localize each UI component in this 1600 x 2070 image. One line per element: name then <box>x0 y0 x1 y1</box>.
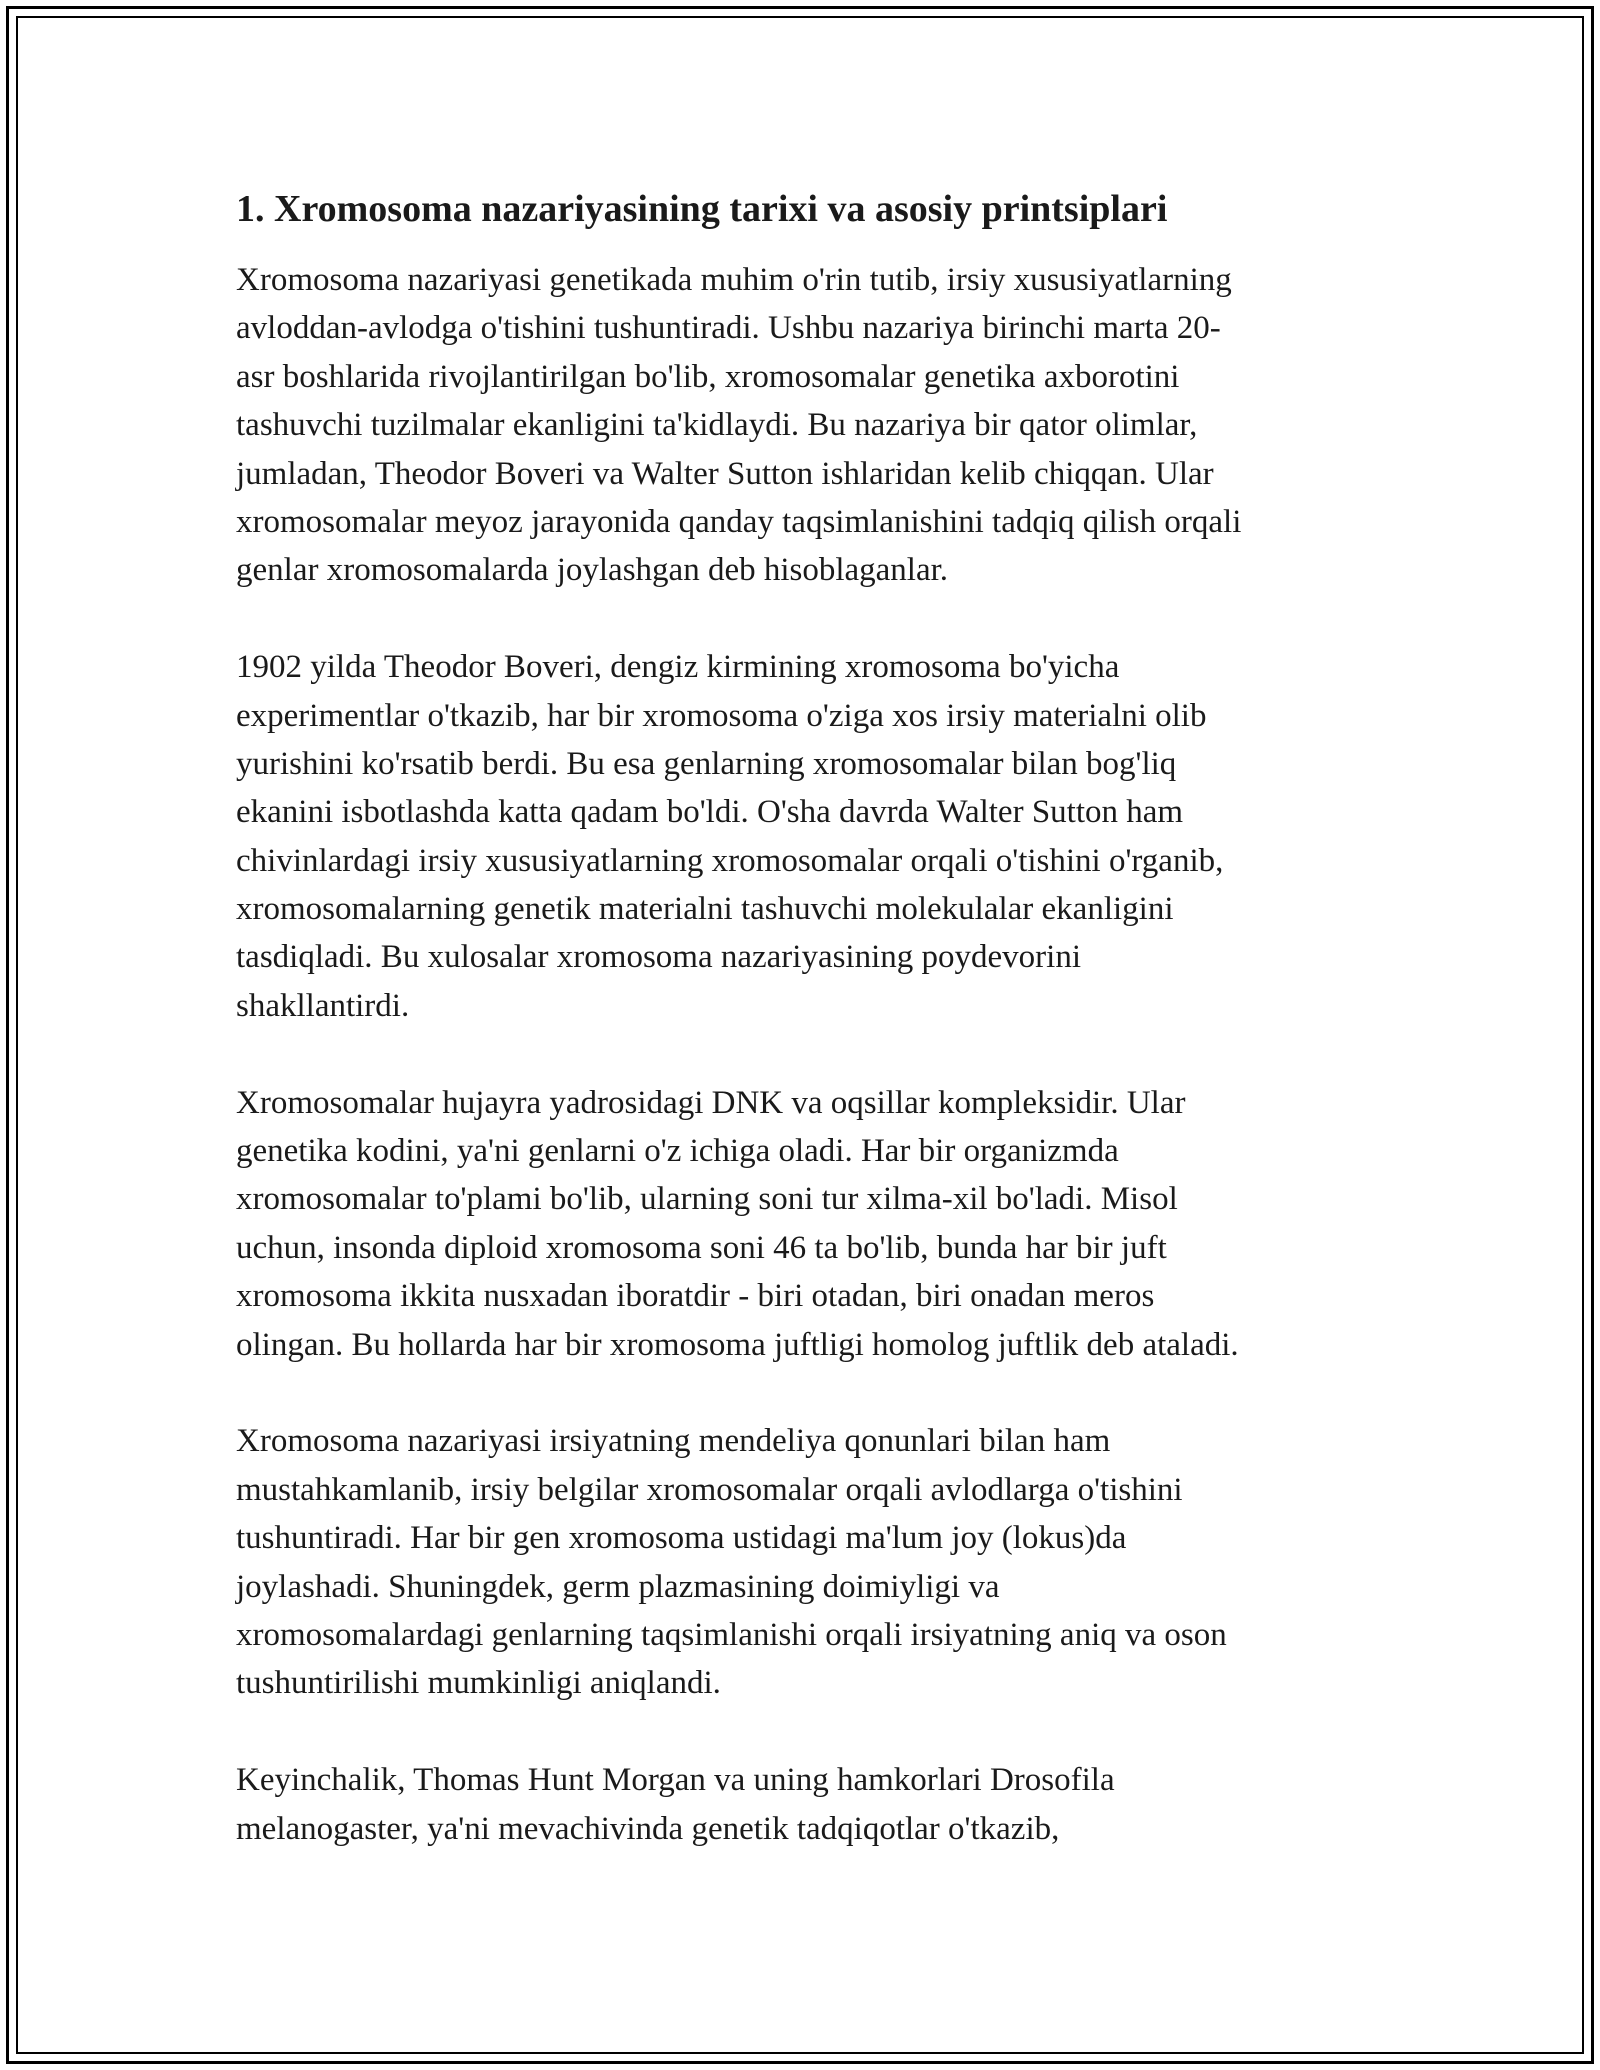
paragraph-line: tasdiqladi. Bu xulosalar xromosoma nazariyasining poydevorini <box>236 939 1081 976</box>
paragraph-line: ekanini isbotlashda katta qadam bo'ldi. O'sha davrda Walter Sutton ham <box>236 794 1184 831</box>
paragraph-line: jumladan, Theodor Boveri va Walter Sutton ishlaridan kelib chiqqan. Ular <box>236 455 1214 492</box>
paragraph-line: xromosomalar to'plami bo'lib, ularning soni tur xilma-xil bo'ladi. Misol <box>236 1181 1178 1218</box>
section-title: 1. Xromosoma nazariyasining tarixi va asosiy printsiplari <box>236 188 1168 230</box>
paragraph-line: tushuntiradi. Har bir gen xromosoma ustidagi ma'lum joy (lokus)da <box>236 1520 1127 1557</box>
paragraph-line: genlar xromosomalarda joylashgan deb hisoblaganlar. <box>236 552 949 589</box>
paragraph-5 <box>236 1756 1376 1853</box>
paragraph-line: asr boshlarida rivojlantirilgan bo'lib, xromosomalar genetika axborotini <box>236 358 1180 395</box>
paragraph-line: Xromosomalar hujayra yadrosidagi DNK va oqsillar kompleksidir. Ular <box>236 1084 1186 1121</box>
paragraph-line: olingan. Bu hollarda har bir xromosoma juftligi homolog juftlik deb ataladi. <box>236 1326 1239 1363</box>
paragraph-line: xromosomalarning genetik materialni tashuvchi molekulalar ekanligini <box>236 891 1174 928</box>
paragraph-line: xromosoma ikkita nusxadan iboratdir - biri otadan, biri onadan meros <box>236 1278 1155 1315</box>
paragraph-line: chivinlardagi irsiy xususiyatlarning xromosomalar orqali o'tishini o'rganib, <box>236 842 1224 879</box>
paragraph-line: tashuvchi tuzilmalar ekanligini ta'kidlaydi. Bu nazariya bir qator olimlar, <box>236 407 1198 444</box>
paragraph-1 <box>236 256 1376 595</box>
paragraph-2 <box>236 643 1376 1030</box>
paragraph-line: yurishini ko'rsatib berdi. Bu esa genlarning xromosomalar bilan bog'liq <box>236 745 1177 782</box>
paragraph-line: mustahkamlanib, irsiy belgilar xromosomalar orqali avlodlarga o'tishini <box>236 1471 1183 1508</box>
paragraph-line: tushuntirilishi mumkinligi aniqlandi. <box>236 1665 721 1702</box>
paragraph-line: Xromosoma nazariyasi irsiyatning mendeliya qonunlari bilan ham <box>236 1423 1111 1460</box>
document-body <box>236 184 1376 1901</box>
paragraph-line: joylashadi. Shuningdek, germ plazmasining doimiyligi va <box>236 1568 1000 1605</box>
paragraph-line: xromosomalar meyoz jarayonida qanday taqsimlanishini tadqiq qilish orqali <box>236 503 1242 540</box>
paragraph-4 <box>236 1417 1376 1707</box>
paragraph-line: shakllantirdi. <box>236 987 410 1024</box>
paragraph-line: xromosomalardagi genlarning taqsimlanishi orqali irsiyatning aniq va oson <box>236 1616 1227 1653</box>
paragraph-line: experimentlar o'tkazib, har bir xromosoma o'ziga xos irsiy materialni olib <box>236 697 1207 734</box>
paragraph-line: uchun, insonda diploid xromosoma soni 46 ta bo'lib, bunda har bir juft <box>236 1229 1167 1266</box>
paragraph-line: avloddan-avlodga o'tishini tushuntiradi. Ushbu nazariya birinchi marta 20- <box>236 310 1221 347</box>
paragraph-3 <box>236 1079 1376 1369</box>
paragraph-line: Keyinchalik, Thomas Hunt Morgan va uning hamkorlari Drosofila <box>236 1762 1115 1799</box>
paragraph-line: genetika kodini, ya'ni genlarni o'z ichiga oladi. Har bir organizmda <box>236 1133 1119 1170</box>
paragraph-line: melanogaster, ya'ni mevachivinda genetik tadqiqotlar o'tkazib, <box>236 1810 1060 1847</box>
paragraph-line: Xromosoma nazariyasi genetikada muhim o'rin tutib, irsiy xususiyatlarning <box>236 262 1232 298</box>
paragraph-line: 1902 yilda Theodor Boveri, dengiz kirmining xromosoma bo'yicha <box>236 649 1120 686</box>
